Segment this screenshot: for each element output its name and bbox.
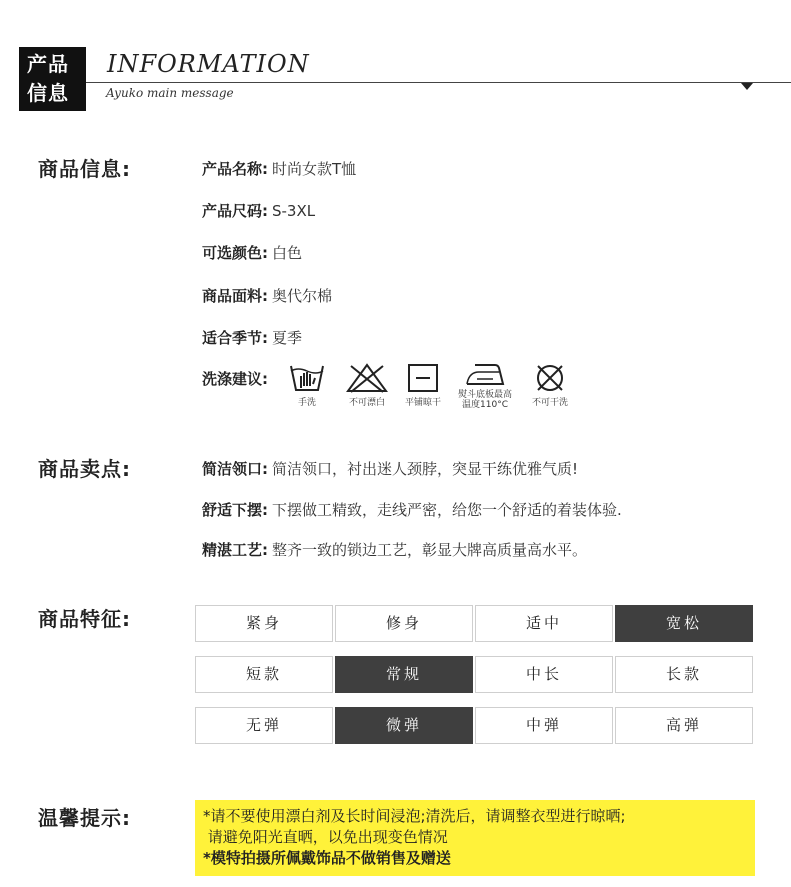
hand-wash-icon <box>289 362 325 394</box>
info-row-name <box>202 158 356 179</box>
feature-cell: 修身 <box>335 605 473 642</box>
header-title: INFORMATION <box>107 50 310 78</box>
feature-cell: 无弹 <box>195 707 333 744</box>
wash-caption: 不可漂白 <box>348 398 385 408</box>
wash-item-no-bleach <box>343 362 391 408</box>
info-key: 可选颜色: <box>202 244 268 262</box>
feature-cell: 高弹 <box>615 707 753 744</box>
wash-caption: 不可干洗 <box>531 398 568 408</box>
selling-value: 下摆做工精致，走线严密，给您一个舒适的着装体验. <box>272 501 622 519</box>
info-value: 白色 <box>272 244 303 262</box>
selling-key: 简洁领口: <box>202 460 268 478</box>
iron-icon <box>463 362 507 386</box>
info-value: 时尚女款T恤 <box>272 160 357 178</box>
info-key: 适合季节: <box>202 329 268 347</box>
header-divider <box>86 82 791 83</box>
triangle-down-icon <box>741 83 753 90</box>
tip-line-1: *请不要使用漂白剂及长时间浸泡;清洗后，请调整衣型进行晾晒; <box>203 807 626 825</box>
info-row-season <box>202 327 302 348</box>
header-badge <box>19 47 86 111</box>
wash-caption-2: 温度110°C <box>462 400 508 410</box>
feature-cell-selected: 常规 <box>335 656 473 693</box>
selling-points-label: 商品卖点: <box>38 457 131 481</box>
tips-label: 温馨提示: <box>38 806 131 830</box>
feature-cell-selected: 宽松 <box>615 605 753 642</box>
header-badge-line2: 信息 <box>27 81 69 105</box>
info-row-fabric <box>202 285 332 306</box>
selling-key: 舒适下摆: <box>202 501 268 519</box>
info-value: S-3XL <box>272 202 316 220</box>
feature-cell: 中长 <box>475 656 613 693</box>
wash-label: 洗涤建议: <box>202 370 268 388</box>
no-bleach-icon <box>345 362 389 394</box>
wash-item-no-dry-clean <box>526 362 574 408</box>
feature-cell: 短款 <box>195 656 333 693</box>
info-value: 奥代尔棉 <box>272 287 333 305</box>
feature-cell: 长款 <box>615 656 753 693</box>
feature-cell: 紧身 <box>195 605 333 642</box>
wash-caption: 平铺晾干 <box>404 398 441 408</box>
feature-cell: 中弹 <box>475 707 613 744</box>
info-row-color <box>202 242 302 263</box>
info-key: 产品名称: <box>202 160 268 178</box>
tip-line-2: 请避免阳光直晒，以免出现变色情况 <box>203 828 448 846</box>
selling-row-collar <box>202 458 578 479</box>
wash-item-hand <box>287 362 327 408</box>
features-label: 商品特征: <box>38 607 131 631</box>
info-key: 商品面料: <box>202 287 268 305</box>
wash-item-dry-flat <box>400 362 446 408</box>
feature-cell: 适中 <box>475 605 613 642</box>
dry-flat-icon <box>407 362 439 394</box>
info-value: 夏季 <box>272 329 303 347</box>
info-row-size <box>202 200 315 221</box>
no-dry-clean-icon <box>534 362 566 394</box>
selling-value: 整齐一致的锁边工艺，彰显大牌高质量高水平。 <box>272 541 588 559</box>
info-key: 产品尺码: <box>202 202 268 220</box>
info-row-wash <box>202 368 268 389</box>
wash-caption: 手洗 <box>297 398 316 408</box>
product-info-label: 商品信息: <box>38 157 131 181</box>
wash-caption-1: 熨斗底板最高 <box>457 390 512 400</box>
selling-row-craft <box>202 539 587 560</box>
selling-key: 精湛工艺: <box>202 541 268 559</box>
header-subtitle: Ayuko main message <box>106 86 234 100</box>
selling-row-hem <box>202 499 622 520</box>
header-badge-line1: 产品 <box>27 52 69 76</box>
feature-cell-selected: 微弹 <box>335 707 473 744</box>
selling-value: 简洁领口，衬出迷人颈脖，突显干练优雅气质! <box>272 460 579 478</box>
tip-line-3: *模特拍摄所佩戴饰品不做销售及赠送 <box>203 849 451 867</box>
wash-item-iron <box>455 362 515 410</box>
tips-box <box>195 800 755 876</box>
